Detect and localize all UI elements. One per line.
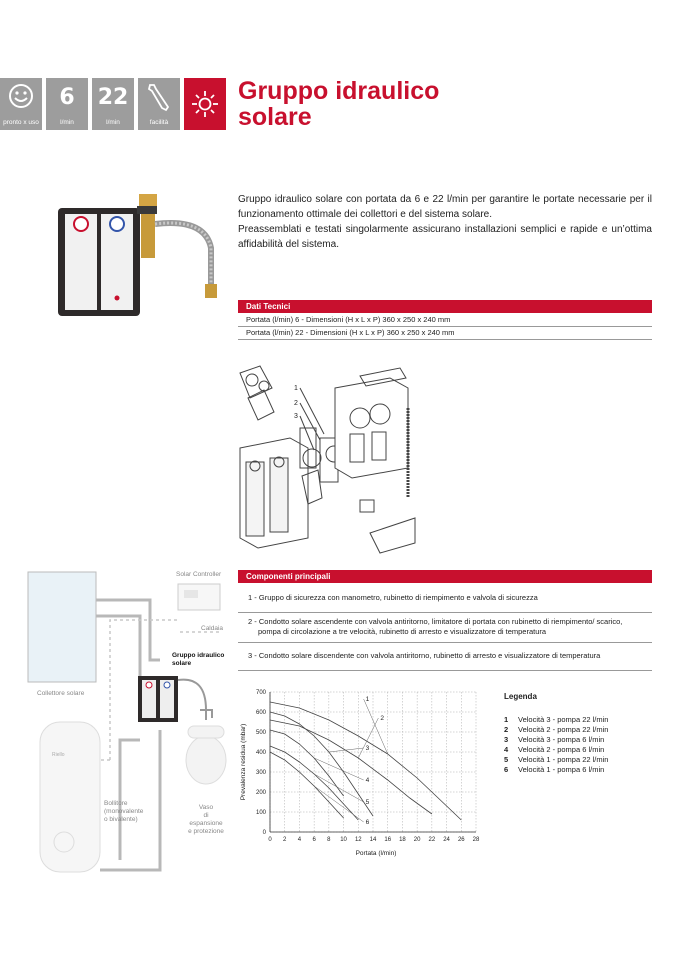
component-text: Gruppo di sicurezza con manometro, rubinetto di riempimento e valvola di sicurezza xyxy=(258,593,538,602)
component-item xyxy=(238,593,652,613)
smiley-icon xyxy=(7,82,35,110)
callout-3: 3 xyxy=(294,413,298,420)
y-tick-label: 0 xyxy=(262,830,266,836)
vaso-label-line: Vaso xyxy=(198,804,214,811)
component-text: Condotto solare discendente con valvola antiritorno, rubinetto di arresto e visualizzatore di temperatura xyxy=(258,651,601,660)
bollitore-label-line: o bivalente) xyxy=(104,816,138,823)
x-tick-label: 28 xyxy=(472,837,480,843)
legend-number: 3 xyxy=(504,735,509,744)
x-tick-label: 6 xyxy=(312,837,316,843)
solar-controller-label: Solar Controller xyxy=(176,571,222,578)
x-tick-label: 16 xyxy=(384,837,392,843)
legend-number: 4 xyxy=(504,745,509,754)
x-tick-label: 0 xyxy=(268,837,272,843)
collettore-label: Collettore solare xyxy=(37,690,85,697)
x-tick-label: 8 xyxy=(327,837,331,843)
y-tick-label: 700 xyxy=(255,690,266,696)
legend-number: 6 xyxy=(504,765,509,774)
bollitore-label-line: (monovalente xyxy=(104,808,144,815)
legend-number: 2 xyxy=(504,725,509,734)
tile-solar xyxy=(184,78,226,130)
component-item xyxy=(238,651,652,671)
x-tick-label: 12 xyxy=(354,837,362,843)
curve-label: 2 xyxy=(380,715,384,722)
legend-text: Velocità 2 - pompa 6 l/min xyxy=(518,745,605,754)
exploded-diagram xyxy=(230,358,430,558)
vaso-label xyxy=(186,804,226,836)
tile-caption: facilità xyxy=(149,119,169,126)
components-heading: Componenti principali xyxy=(238,570,652,583)
tile-ease xyxy=(138,78,180,130)
legend-item xyxy=(504,725,608,735)
pump-curve-chart xyxy=(232,682,492,862)
x-tick-label: 26 xyxy=(457,837,465,843)
x-tick-label: 20 xyxy=(413,837,421,843)
legend-text: Velocità 3 - pompa 6 l/min xyxy=(518,735,605,744)
tech-row: Portata (l/min) 22 - Dimensioni (H x L x P) 360 x 250 x 240 mm xyxy=(238,327,652,340)
component-item xyxy=(238,617,652,643)
vaso-label-line: e protezione xyxy=(188,828,224,835)
tile-value: 22 xyxy=(97,85,129,110)
bollitore-label xyxy=(104,800,143,824)
component-number: 1 - xyxy=(248,593,257,602)
intro-paragraph-2: Preassemblati e testati singolarmente assicurano installazioni semplici e rapide e un’ottima affidabilità del sistema. xyxy=(238,224,652,250)
x-axis-label: Portata (l/min) xyxy=(355,850,397,857)
tile-ready-to-use xyxy=(0,78,42,130)
tile-caption: pronto x uso xyxy=(3,119,39,126)
legend-item xyxy=(504,735,604,745)
y-tick-label: 100 xyxy=(255,810,266,816)
component-number: 2 - xyxy=(248,617,257,626)
y-tick-label: 500 xyxy=(255,730,266,736)
x-tick-label: 2 xyxy=(283,837,287,843)
curve-label: 6 xyxy=(365,819,370,826)
legend-text: Velocità 2 - pompa 22 l/min xyxy=(518,725,609,734)
tile-caption: l/min xyxy=(60,119,74,126)
gruppo-label-line: solare xyxy=(172,660,192,667)
x-tick-label: 22 xyxy=(428,837,436,843)
curve-label: 4 xyxy=(365,777,370,784)
legend-number: 1 xyxy=(504,715,509,724)
curve-label: 1 xyxy=(365,696,370,703)
tech-data-heading: Dati Tecnici xyxy=(238,300,652,313)
x-tick-label: 18 xyxy=(399,837,406,843)
component-number: 3 - xyxy=(248,651,257,660)
y-tick-label: 300 xyxy=(255,770,266,776)
series-line-6 xyxy=(270,752,344,818)
legend-title: Legenda xyxy=(504,692,537,701)
y-axis-label: Prevalenza residua (mbar) xyxy=(240,723,247,801)
vaso-label-line: di espansione xyxy=(189,812,223,827)
installation-schema xyxy=(0,560,236,890)
y-tick-label: 600 xyxy=(255,710,266,716)
bollitore-label-line: Bollitore xyxy=(104,800,128,807)
x-tick-label: 24 xyxy=(443,837,450,843)
legend-item xyxy=(504,745,604,755)
page-title xyxy=(238,78,439,130)
curve-label: 5 xyxy=(365,799,370,806)
x-tick-label: 10 xyxy=(340,837,347,843)
legend-item xyxy=(504,765,604,775)
tile-flow-22 xyxy=(92,78,134,130)
legend-text: Velocità 3 - pompa 22 l/min xyxy=(518,715,609,724)
legend-text: Velocità 1 - pompa 22 l/min xyxy=(518,755,609,764)
caldaia-label: Caldaia xyxy=(201,625,224,632)
tile-caption: l/min xyxy=(106,119,120,126)
callout-2: 2 xyxy=(294,400,298,407)
legend-number: 5 xyxy=(504,755,509,764)
legend-item xyxy=(504,715,608,725)
gruppo-label-line: Gruppo idraulico xyxy=(172,652,225,659)
intro-paragraph-1: Gruppo idraulico solare con portata da 6 e 22 l/min per garantire le portate necessarie per il funzionamento ottimale dei collettori e del sistema solare. xyxy=(238,194,652,220)
title-line-1: Gruppo idraulico xyxy=(238,77,440,105)
series-line-2 xyxy=(270,720,432,814)
series-line-4 xyxy=(270,730,344,796)
gruppo-label xyxy=(172,652,224,668)
y-tick-label: 400 xyxy=(255,750,266,756)
tile-flow-6 xyxy=(46,78,88,130)
leader-line xyxy=(314,758,364,780)
component-text: Condotto solare ascendente con valvola antiritorno, limitatore di portata con rubinetto di riempimento/ scarico, pompa di circolazione a tre velocità, rubinetto di arresto e visualizzatore di temperatura xyxy=(258,617,623,636)
series-line-3 xyxy=(270,712,373,816)
wrench-icon xyxy=(144,81,174,113)
x-tick-label: 4 xyxy=(297,837,302,843)
title-line-2: solare xyxy=(238,103,312,131)
legend-text: Velocità 1 - pompa 6 l/min xyxy=(518,765,605,774)
legend-item xyxy=(504,755,608,765)
tech-row: Portata (l/min) 6 - Dimensioni (H x L x P) 360 x 250 x 240 mm xyxy=(238,314,652,327)
callout-1: 1 xyxy=(294,385,298,392)
product-photo xyxy=(55,188,235,318)
intro-text xyxy=(238,192,652,252)
boiler-brand: Riello xyxy=(52,752,65,758)
leader-line xyxy=(314,774,364,802)
x-tick-label: 14 xyxy=(369,837,377,843)
y-tick-label: 200 xyxy=(255,790,266,796)
sun-icon xyxy=(190,89,220,119)
curve-label: 3 xyxy=(365,745,370,752)
tile-value: 6 xyxy=(59,85,75,110)
